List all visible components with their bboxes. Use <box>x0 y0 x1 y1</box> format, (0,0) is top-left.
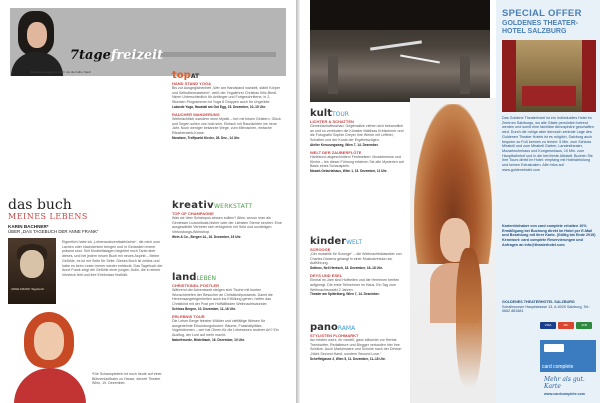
ad-subheadline: GOLDENES THEATER-HOTEL SALZBURG <box>502 20 579 35</box>
item-text: Weihnachtlich wandern ohne Mystik – fort mit bösen Geistern. Glück und Segen sollen uns hold sein. Einfach mit Raunächten ins neue Jahr. Noch weniger bekannte Wege, zum Mitmachen, einfache Räucherwerk-Kurse. <box>172 117 281 136</box>
masthead-portrait-face <box>27 22 47 48</box>
kreativ-section <box>172 200 282 242</box>
ad-address <box>502 300 596 314</box>
kinder-item <box>310 273 406 296</box>
actress-face <box>34 322 64 360</box>
kult-item <box>310 150 406 173</box>
item-info: Mondsee, Treffpunkt Kirche, 28. Dez., 14 Uhr. <box>172 135 241 140</box>
theater-photo <box>502 40 596 112</box>
card-stripe <box>544 344 564 352</box>
item-info: Mozart-Geburtshaus, Wien 1, 15. Dezember, 11 Uhr. <box>310 169 388 174</box>
kinder-section <box>310 236 406 300</box>
card-complete-card <box>540 340 596 372</box>
ad-signature: Mehr als gut. Karte <box>544 376 585 390</box>
kreativ-item <box>172 211 282 239</box>
masthead <box>10 8 286 76</box>
visa-logo: VISA <box>540 322 556 329</box>
hair-photo <box>410 98 496 403</box>
item-text: Was wir über Schampus wissen sollten? Alles, wovon man als Geniesser Luxusrituals bisher oder der Liebsten Sterne serviert: Eine ausgewählte Vertreter sich erfolgreich mit Sekt und unzähligen Verkostungs-Workshop. <box>172 216 282 235</box>
pano-section <box>310 322 406 364</box>
buch-caption: *Die Schauspielerin ist noch heute auf einer Bühnenlaufbahn zu Hause, derzeit Theater Wien, 19. Dezember. <box>92 372 162 386</box>
ad-text <box>502 116 596 172</box>
pano-heading: panoRAMA <box>310 322 356 333</box>
book-cover-face <box>20 250 44 278</box>
photo-column <box>328 56 338 94</box>
ad-headline: SPECIAL OFFER <box>502 8 582 19</box>
item-title: CHRISTKINDL POSTLER <box>172 283 220 288</box>
item-title: TOP OF CHAMPAGNE <box>172 211 214 216</box>
long-hair <box>456 248 482 388</box>
bird-wing <box>370 40 422 50</box>
item-title: WELT DER ZAUBERFLÖTE <box>310 150 362 156</box>
item-text: Am besten war's, ihr modell, ganz stilsicher vor Herbst. Trendsetter, Redakteure und Blogger verkaufen hier ihre Schätze. Auch Markenware und Schuhe nach der Devise: „Nicht Second Hand, sondern Second Love.“ <box>310 338 402 357</box>
ad-offer-text: Kartenhinhaber von card complete erhalten 10% Ermäßigung bei Buchung direkt im Hotel per E-Mail und Bezahlung mit ihrer Karte. (Gültig bis Ende 2019) Kennwort: card complete Reservierungen und Anfragen an info@theaterhotel.com <box>502 224 596 247</box>
hotel-ad <box>496 0 600 403</box>
kult-item <box>310 119 406 147</box>
item-title: STYLISTEN FLOHMARKT <box>310 333 359 338</box>
middle-page <box>300 0 496 403</box>
item-info: Naturfreunde, Mistelbach, 16. Dezember, 10 Uhr. <box>172 337 245 342</box>
bird-wing <box>400 55 440 64</box>
item-info: Laborde Yoga, Haustall am Gut Egg, 15. Dezember, 10–15 Uhr. <box>172 104 266 109</box>
top-item <box>172 112 282 140</box>
item-title: LICHTER & SCHATTEN <box>310 119 354 124</box>
photo-sky <box>310 0 490 30</box>
ad-body: Das Goldene Theaterhotel ist ein Individuelles Hotel im Zentrum Salzburgs, wo alle Gäste persönlich betreut werden und somit eine familiäre Atmosphäre geschaffen wird. Durch die ruhige aber dennoch zentrale Lage des Goldenen Theater Hotels ist es möglich, Salzburg auch bequem zu Fuß kennen zu lernen: 5 Min. zum Schloss Mirabell und zum Mirabell Garten, Landestheater, Mozartwohnhaus und Kongresshaus, 10 Min. zum Hauptbahnhof und in die berühmte Altstadt. <box>502 116 594 158</box>
item-text: Während der Adventszeit steigen sich Tische mit bunten Wunschbriefen der Besucher an Christkindlpostamts. Damit die Herzensangelegenheiten auch ins Erfüllung gehen, helfen das Christkind mit der Post per Hoffällifaden Weihnachtswunder. <box>172 288 273 307</box>
masthead-title: 7tagefreizeit <box>70 48 164 63</box>
mastercard-logo: MC <box>558 322 574 329</box>
book-cover-label: ANNE FRANK Tagebuch <box>11 287 45 291</box>
birds-photo <box>310 0 490 102</box>
curtain-right <box>582 40 596 112</box>
item-info: Wein & Co., Bergen 14., 16. Dezember, 19 Uhr. <box>172 234 242 239</box>
item-info: Theater am Spittelberg, Wien 7, 14. Dezember. <box>310 292 380 297</box>
item-text: Gemeinschaftsschau: Gegensätze ziehen sich bekanntlich an und so verbinden die Künstler Matthias Kretschmer und die Fotografin Sophie Dreyer ihre Werke mit Leffelei, Schatten und der Kunst der Ergebniszügen. <box>310 124 404 143</box>
kinder-heading: kinderWELT <box>310 236 362 247</box>
item-text: Die Leiser Berge feinster Wälder und vielfältige Wiesen für ausgedehnte Erkundungstouren. Bäume, Fussballplätze, Vogelstimmen – wer hat Ohren für die Lebewesen anderer Art? Ein Ausflug, der Lust auf mehr macht. <box>172 319 279 338</box>
top-heading: topAT <box>172 70 200 81</box>
buch-booktitle: ÜBER „DAS TAGEBUCH DER ANNE FRANK“ <box>8 229 99 234</box>
ad-body-2: Buchen Sie Ihre Tours direkt im Hotel: empfang mit Hotelabholung und keinen Extrakosten. Alle Infos auf www.goldenehotel.com <box>502 153 593 172</box>
land-item <box>172 283 282 311</box>
buch-subtitle: MEINES LEBENS <box>8 212 88 221</box>
item-info: Sottnoc, Neil Hentsch, 18. Dezember, 16–18 Uhr. <box>310 266 383 271</box>
theater-seats <box>522 86 576 106</box>
item-text: „Der mutabile für Scrooge“ – die Weihnachtsklassiker von Charles Dickens gelangt in einer Musicalversion zur Aufführung. <box>310 252 402 266</box>
land-heading: landLEBEN <box>172 272 216 283</box>
buch-text: Eigentlich habe ich „Lebenssdezenttaiebücher“, die mich zum Lachen oder Nachdenken bringen und in Gedanken immer präsent sind. Seit Kindheitstagen begleitet mich Tante aber dieses, und bei jedem neuen Buch ein neues Aspekt – Meine Gefühle, es ist mir Seite für Seite. Dieses Buch ist zeitlos und habe es beim Lesen immer wieder entdeckt. Das Tagebuch der Anne Frank zeigt die Gefühle einer jungen Jüdin, die in einem Versteck lebt und ihre Erlebnisse festhält. <box>62 240 163 277</box>
book-cover <box>8 238 56 304</box>
item-title: ERLEBNIS TOUR <box>172 314 205 320</box>
top-section <box>172 70 282 143</box>
curtain-left <box>502 40 516 112</box>
item-info: Scheffelgasse 2, Wien 5, 11. Dezember, 11–18 Uhr. <box>310 356 386 361</box>
item-info: Atelier Kreuzungsweg, Wien 7, 14. Dezember. <box>310 142 379 147</box>
item-text: Bis zur Ausgeglichenheit „Wer am Handstand wankelt, stärkt Körper und Selbstbewusstsein“, weiß der Yogalehrer Christian Kiliz-Biedl. Nimm Unterschiedlich für Anfänger und Fortgeschrittene, in 2-Stunden-Programmen ist Yoga 8 Gruppen auch für Ungeübte. <box>172 86 280 105</box>
masthead-caption: Jubiläumsausgaben: Mehr als die halbe Stadt <box>30 70 91 74</box>
item-title: DEYS UND ESEL <box>310 273 343 279</box>
pano-item <box>310 333 406 361</box>
buch-section <box>8 198 168 237</box>
actress-dress <box>14 368 86 403</box>
jcb-logo: JCB <box>576 322 592 329</box>
item-info: Schloss Bergen, 10. Dezember, 11–16 Uhr. <box>172 306 236 311</box>
item-text: Einmal im Jahr sind Hufbeiten und die Herrinnen beriten aufgeregt. Die erste Teilnehmer im Haus. Ein Tag zum Weihnachtsmarkt 2 Jahren. <box>310 278 400 292</box>
kreativ-heading: kreativWERKSTATT <box>172 200 253 211</box>
land-section <box>172 272 282 345</box>
buch-author: KARIN BACHNER* <box>8 224 49 229</box>
kult-heading: kultTOUR <box>310 108 349 119</box>
buch-title: das buch <box>8 197 72 213</box>
item-title: RAUCHER WANDERUNG <box>172 112 220 118</box>
card-label: card complete <box>542 364 574 370</box>
left-page <box>0 0 296 403</box>
ad-address-title: GOLDENES THEATERHOTEL SALZBURG <box>502 300 575 304</box>
item-title: HAND STAND YOGA <box>172 81 211 86</box>
ad-address-line: Schallmooser Hauptstrasse 13, A-5020 Salzburg, Tel.: 0662 881681 <box>502 304 591 314</box>
item-text: Harlekund abgeschnitten! Festmeisen: Mozartmesse und Kirche – bis dieser Führung erfahren Sie alle Mysterien auf Basis eines Schauspiels. <box>310 155 404 169</box>
kinder-item <box>310 247 406 270</box>
top-item <box>172 81 282 109</box>
actress-photo <box>10 312 90 403</box>
ad-url: www.cardcomplete.com <box>544 392 586 396</box>
item-title: SCROOGE <box>310 247 331 252</box>
kult-section <box>310 108 406 176</box>
photo-column <box>460 56 470 94</box>
land-item <box>172 314 282 342</box>
right-page-ad <box>496 0 600 403</box>
